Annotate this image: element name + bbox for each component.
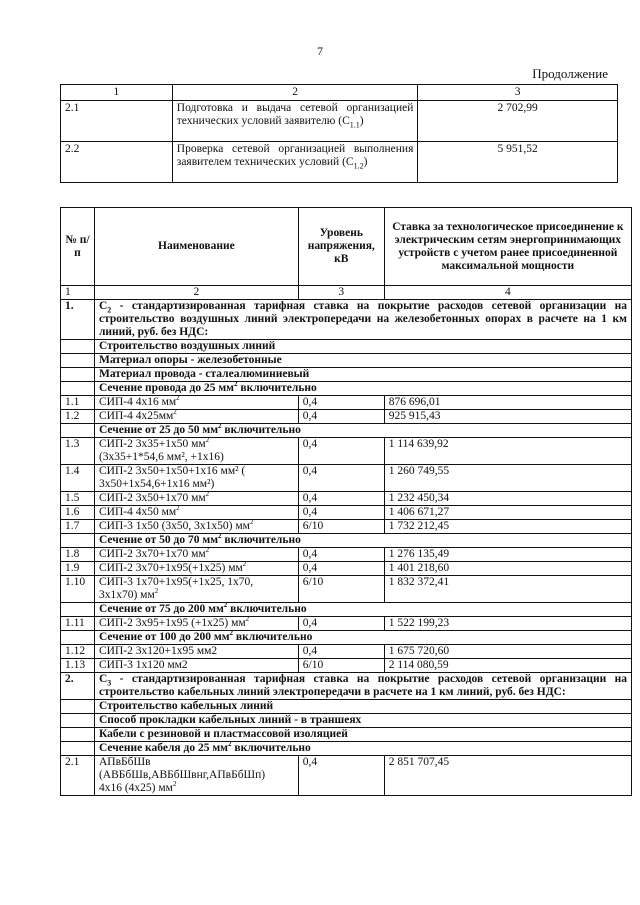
- subsection-row: [61, 700, 632, 714]
- row-rate: 1 401 218,60: [384, 562, 631, 576]
- table-row: [61, 101, 618, 142]
- table-row: [61, 396, 632, 410]
- subsection-label: Строительство воздушных линий: [94, 340, 631, 354]
- row-voltage: 6/10: [298, 576, 384, 603]
- table-row: [61, 562, 632, 576]
- row-rate: 1 260 749,55: [384, 465, 631, 492]
- col-number: 1: [61, 286, 95, 300]
- header-cell: 2: [172, 85, 418, 101]
- row-description: Подготовка и выдача сетевой организацией технических условий заявителю $(С_{1.1})$: [172, 101, 418, 142]
- subsection-label: Сечение от 75 до 200 $мм^2$ включительно: [94, 603, 631, 617]
- row-number: 1.7: [61, 520, 95, 534]
- continuation-label: Продолжение: [532, 66, 608, 81]
- row-rate: 1 232 450,34: [384, 492, 631, 506]
- subsection-label: Сечение кабеля до 25 $мм^2$ включительно: [94, 742, 631, 756]
- row-number: 1.10: [61, 576, 95, 603]
- col-number: 4: [384, 286, 631, 300]
- row-number: 1.2: [61, 410, 95, 424]
- row-value: 5 951,52: [418, 142, 618, 183]
- row-rate: 1 276 135,49: [384, 548, 631, 562]
- row-rate: 1 522 199,23: [384, 617, 631, 631]
- row-number: 1.4: [61, 465, 95, 492]
- row-voltage: 0,4: [298, 506, 384, 520]
- subsection-label: Материал провода - сталеалюминиевый: [94, 368, 631, 382]
- subsection-row: [61, 382, 632, 396]
- subsection-label: Строительство кабельных линий: [94, 700, 631, 714]
- row-number: 1.12: [61, 645, 95, 659]
- subsection-label: Сечение провода до 25 $мм^2$ включительно: [94, 382, 631, 396]
- header-voltage: Уровень напряжения, кВ: [298, 208, 384, 286]
- subsection-row: [61, 368, 632, 382]
- row-name: СИП-4 4х50 $мм^2$: [94, 506, 298, 520]
- subsection-row: [61, 714, 632, 728]
- row-number: 2.: [61, 673, 95, 700]
- row-voltage: 0,4: [298, 562, 384, 576]
- table-row: [61, 492, 632, 506]
- row-rate: 1 406 671,27: [384, 506, 631, 520]
- subsection-label: Материал опоры - железобетонные: [94, 354, 631, 368]
- row-rate: 1 732 212,45: [384, 520, 631, 534]
- row-voltage: 6/10: [298, 659, 384, 673]
- row-voltage: 0,4: [298, 645, 384, 659]
- section-c2-title: $С_2$ - стандартизированная тарифная ставка на покрытие расходов сетевой организации на строительство воздушных линий электропередачи на железобетонных опорах в расчете на 1 км линий, руб. без НДС:: [94, 300, 631, 340]
- row-number: 1.3: [61, 438, 95, 465]
- row-name: СИП-2 3х50+1х70 $мм^2$: [94, 492, 298, 506]
- subsection-row: [61, 631, 632, 645]
- row-number: 1.8: [61, 548, 95, 562]
- table-row: [61, 756, 632, 796]
- table-row: [61, 410, 632, 424]
- row-number: 2.1: [61, 101, 173, 142]
- column-number-row: [61, 286, 632, 300]
- row-voltage: 0,4: [298, 617, 384, 631]
- table-row: [61, 659, 632, 673]
- row-rate: 1 832 372,41: [384, 576, 631, 603]
- row-name: СИП-2 3х70+1х70 $мм^2$: [94, 548, 298, 562]
- header-cell: 3: [418, 85, 618, 101]
- page-number: 7: [317, 44, 323, 58]
- table-row: [61, 520, 632, 534]
- header-rate: Ставка за технологическое присоединение к электрическим сетям энергопринимающих устройств с учетом ранее присоединенной максимальной мощности: [384, 208, 631, 286]
- row-voltage: 0,4: [298, 396, 384, 410]
- row-number: 1.1: [61, 396, 95, 410]
- row-rate: 876 696,01: [384, 396, 631, 410]
- table-applicant-conditions: [60, 84, 618, 183]
- row-name: СИП-3 1х50 (3х50, 3х1х50) $мм^2$: [94, 520, 298, 534]
- row-rate: 1 675 720,60: [384, 645, 631, 659]
- subsection-row: [61, 354, 632, 368]
- col-number: 3: [298, 286, 384, 300]
- row-name: СИП-4 4х16 $мм^2$: [94, 396, 298, 410]
- row-voltage: 0,4: [298, 492, 384, 506]
- table-row: [61, 645, 632, 659]
- row-number: 1.: [61, 300, 95, 340]
- row-voltage: 0,4: [298, 465, 384, 492]
- table-header-row: [61, 85, 618, 101]
- row-number: 2.1: [61, 756, 95, 796]
- section-row: [61, 673, 632, 700]
- subsection-row: [61, 603, 632, 617]
- row-rate: 1 114 639,92: [384, 438, 631, 465]
- subsection-row: [61, 340, 632, 354]
- row-name: СИП-3 1х70+1х95(+1х25, 1х70, 3х1х70) $мм^2$: [94, 576, 298, 603]
- subsection-label: Кабели с резиновой и пластмассовой изоляцией: [94, 728, 631, 742]
- table-header-row: [61, 208, 632, 286]
- table-tariff-rates: [60, 207, 632, 796]
- row-voltage: 0,4: [298, 548, 384, 562]
- row-number: 1.5: [61, 492, 95, 506]
- row-name: СИП-2 3х35+1х50 $мм^2$ (3х35+1*54,6 мм², +1х16): [94, 438, 298, 465]
- row-number: 2.2: [61, 142, 173, 183]
- row-description: Проверка сетевой организацией выполнения заявителем технических условий $(С_{1.2})$: [172, 142, 418, 183]
- section-row: [61, 300, 632, 340]
- subsection-row: [61, 728, 632, 742]
- table-row: [61, 548, 632, 562]
- col-number: 2: [94, 286, 298, 300]
- row-voltage: 6/10: [298, 520, 384, 534]
- row-value: 2 702,99: [418, 101, 618, 142]
- row-number: 1.9: [61, 562, 95, 576]
- section-c3-title: $С_3$ - стандартизированная тарифная ставка на покрытие расходов сетевой организации на строительство кабельных линий электропередачи в расчете на 1 км линий, руб. без НДС:: [94, 673, 631, 700]
- row-rate: 2 114 080,59: [384, 659, 631, 673]
- row-name: СИП-4 $4х25мм^2$: [94, 410, 298, 424]
- header-name: Наименование: [94, 208, 298, 286]
- row-rate: 2 851 707,45: [384, 756, 631, 796]
- table-row: [61, 617, 632, 631]
- subsection-label: Сечение от 100 до 200 $мм^2$ включительно: [94, 631, 631, 645]
- subsection-label: Сечение от 50 до 70 $мм^2$ включительно: [94, 534, 631, 548]
- table-row: [61, 438, 632, 465]
- row-voltage: 0,4: [298, 756, 384, 796]
- table-row: [61, 465, 632, 492]
- subsection-row: [61, 424, 632, 438]
- table-row: [61, 576, 632, 603]
- row-name: АПвБбШв (АВБбШв,АВБбШвнг,АПвБбШп) 4х16 (4х25) $мм^2$: [94, 756, 298, 796]
- subsection-row: [61, 742, 632, 756]
- row-voltage: 0,4: [298, 410, 384, 424]
- row-number: 1.13: [61, 659, 95, 673]
- table-row: [61, 142, 618, 183]
- row-name: СИП-2 3х95+1х95 (+1х25) $мм^2$: [94, 617, 298, 631]
- row-name: СИП-3 1х120 мм2: [94, 659, 298, 673]
- header-num: № п/п: [61, 208, 95, 286]
- subsection-label: Сечение от 25 до 50 $мм^2$ включительно: [94, 424, 631, 438]
- row-number: 1.6: [61, 506, 95, 520]
- header-cell: 1: [61, 85, 173, 101]
- row-name: СИП-2 3х120+1х95 мм2: [94, 645, 298, 659]
- row-name: СИП-2 3х70+1х95(+1х25) $мм^2$: [94, 562, 298, 576]
- row-voltage: 0,4: [298, 438, 384, 465]
- row-number: 1.11: [61, 617, 95, 631]
- table-row: [61, 506, 632, 520]
- subsection-label: Способ прокладки кабельных линий - в траншеях: [94, 714, 631, 728]
- row-rate: 925 915,43: [384, 410, 631, 424]
- row-name: СИП-2 3х50+1х50+1х16 мм² ( 3х50+1х54,6+1х16 мм²): [94, 465, 298, 492]
- subsection-row: [61, 534, 632, 548]
